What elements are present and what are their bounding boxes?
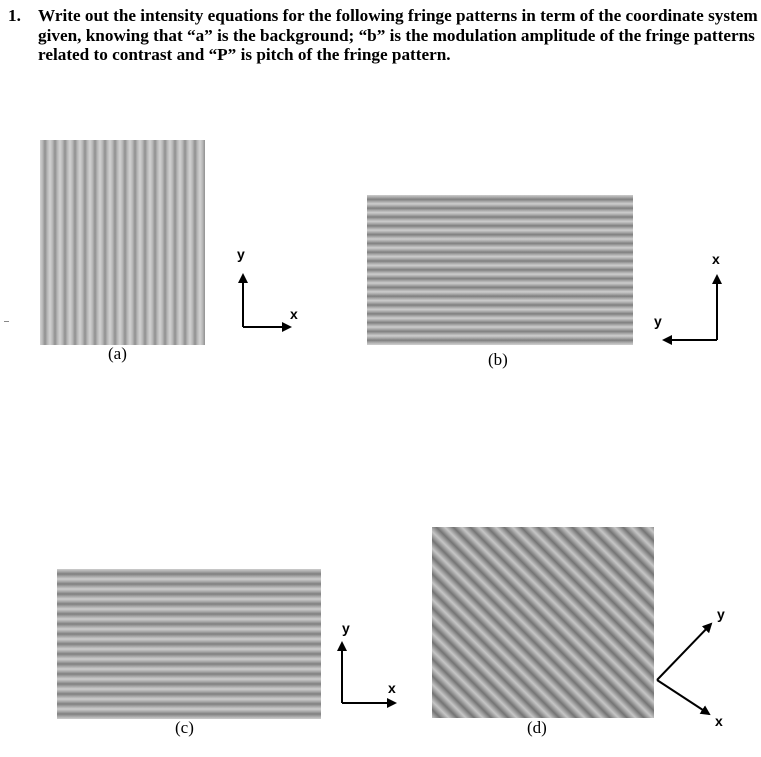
caption-a: (a) xyxy=(108,344,127,363)
axis-d-down-label: x xyxy=(715,713,723,729)
axis-d-up-label: y xyxy=(717,606,725,622)
question-number: 1. xyxy=(8,6,21,25)
axes-a xyxy=(243,275,290,327)
axes-b xyxy=(664,276,717,340)
axis-d-up-arrow xyxy=(657,624,711,680)
axis-b-horizontal-label: y xyxy=(654,313,662,329)
caption-d: (d) xyxy=(527,718,547,737)
axes-d xyxy=(657,624,711,714)
axis-c-horizontal-label: x xyxy=(388,680,396,696)
axis-c-vertical-label: y xyxy=(342,620,350,636)
caption-b: (b) xyxy=(488,350,508,369)
axis-d-down-arrow xyxy=(657,680,709,714)
axis-b-vertical-label: x xyxy=(712,251,720,267)
question-text: Write out the intensity equations for the following fringe patterns in term of the coordinate system given, knowing that “a” is the background; “b” is the modulation amplitude of the fringe patterns related to contrast and “P” is pitch of the fringe pattern. xyxy=(38,6,758,64)
caption-c: (c) xyxy=(175,718,194,737)
axis-a-vertical-label: y xyxy=(237,246,245,262)
axis-a-horizontal-label: x xyxy=(290,306,298,322)
